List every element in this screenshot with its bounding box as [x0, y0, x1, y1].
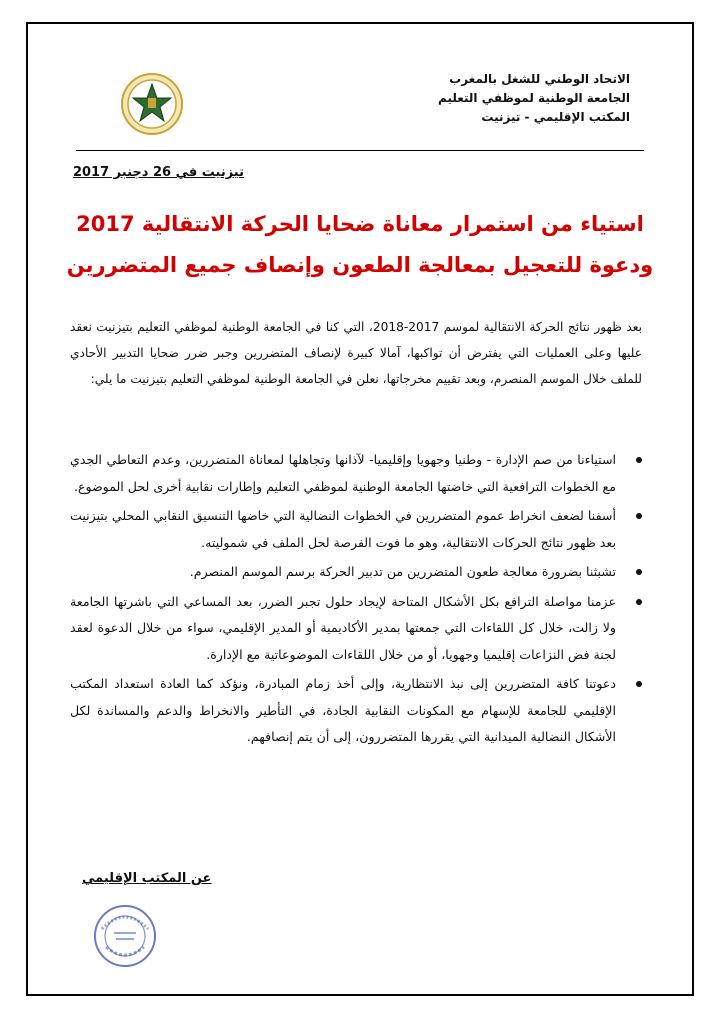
letterhead-line-2: الجامعة الوطنية لموظفي التعليم — [438, 91, 630, 105]
list-item-text: استياءنا من صم الإدارة - وطنيا وجهويا وإقليميا- لآذانها وتجاهلها لمعاناة المتضررين، وعدم التعاطي الجدي مع الخطوات الترافعية التي خاضتها الجامعة الوطنية لموظفي التعليم وإطارات نقابية أخرى لحل الموضوع. — [70, 452, 616, 494]
list-item-text: دعوتنا كافة المتضررين إلى نبذ الانتظارية، وإلى أخذ زمام المبادرة، ونؤكد كما العادة استعداد المكتب الإقليمي للجامعة للإسهام مع المكونات النقابية الجادة، في التأطير والانخراط والدعم والمساندة لكل الأشكال النضالية الميدانية التي يقررها المتضررون، إلى أن يتم إنصافهم. — [70, 676, 616, 744]
title-line-1: استياء من استمرار معاناة ضحايا الحركة الانتقالية 2017 — [76, 212, 644, 236]
office-stamp — [92, 903, 158, 969]
list-item — [70, 503, 644, 556]
bullet-icon — [636, 569, 642, 575]
bullet-icon — [636, 681, 642, 687]
header-divider — [76, 150, 644, 151]
list-item-text: تشبثنا بضرورة معالجة طعون المتضررين من تدبير الحركة برسم الموسم المنصرم. — [189, 564, 616, 579]
signature-line: عن المكتب الإقليمي — [82, 871, 212, 886]
bullet-icon — [636, 457, 642, 463]
union-logo — [120, 72, 184, 136]
intro-paragraph: بعد ظهور نتائج الحركة الانتقالية لموسم 2017-2018، التي كنا في الجامعة الوطنية لموظفي التعليم بتيزنيت نعقد عليها وعلى العمليات التي يفترض أن تواكبها، آمالا كبيرة لإنصاف المتضررين وجبر ضرر ضحايا التدبير الأحادي للملف خلال الموسم المنصرم، وبعد تقييم مخرجاتها، نعلن في الجامعة الوطنية لموظفي التعليم بتيزنيت ما يلي: — [70, 320, 642, 386]
list-item — [70, 671, 644, 751]
list-item — [70, 559, 644, 586]
list-item — [70, 447, 644, 500]
list-item-text: أسفنا لضعف انخراط عموم المتضررين في الخطوات النضالية التي خاضها التنسيق النقابي المحلي بتيزنيت بعد ظهور نتائج الحركات الانتقالية، وهو ما فوت الفرصة لحل الملف في شموليته. — [70, 508, 616, 550]
letterhead-line-3: المكتب الإقليمي - تيزنيت — [481, 110, 630, 124]
bullet-icon — [636, 599, 642, 605]
bullet-icon — [636, 513, 642, 519]
list-item-text: عزمنا مواصلة الترافع بكل الأشكال المتاحة لإيجاد حلول تجبر الضرر، بعد المساعي التي باشرتها الجامعة ولا زالت، خلال كل اللقاءات التي جمعتها بمدير الأكاديمية أو المدير الإقليمي، سواء من خلال الدعوة لعقد لجنة فض النزاعات إقليميا وجهويا، أو من خلال اللقاءات الموضوعاتية مع الإدارة. — [70, 593, 616, 662]
document-date: تيزنيت في 26 دجنبر 2017 — [72, 165, 244, 180]
letterhead-line-1: الاتحاد الوطني للشغل بالمغرب — [449, 72, 630, 86]
statement-list — [70, 447, 644, 754]
title-line-2: ودعوة للتعجيل بمعالجة الطعون وإنصاف جميع المتضررين — [66, 253, 654, 277]
letterhead — [438, 70, 630, 127]
list-item — [70, 589, 644, 669]
